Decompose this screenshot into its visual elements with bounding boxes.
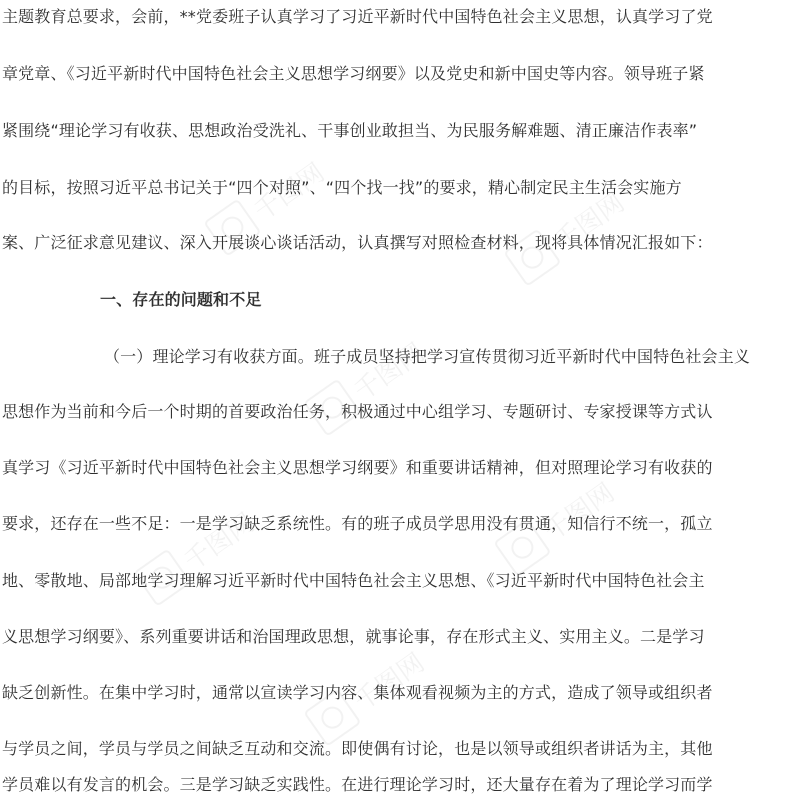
- line-text: 主题教育总要求，会前，**党委班子认真学习了习近平新时代中国特色社会主义思想，认真学习了党: [2, 7, 713, 26]
- watermark-text: 千图网: [249, 157, 331, 228]
- paragraph-line: [0, 342, 800, 372]
- paragraph-line: [0, 509, 800, 539]
- paragraph-line: [0, 2, 800, 32]
- paragraph-line: [0, 734, 800, 764]
- paragraph-line: [0, 775, 800, 800]
- paragraph-line: [0, 397, 800, 427]
- section-heading: [0, 285, 800, 315]
- line-text: 学员难以有发言的机会。三是学习缺乏实践性。在进行理论学习时，还大量存在着为了理论学习而学: [2, 775, 713, 794]
- section-heading-text: 一、存在的问题和不足: [100, 290, 262, 309]
- watermark-text: 千图网: [549, 187, 631, 258]
- paragraph-line: [0, 59, 800, 89]
- line-text: 义思想学习纲要》、系列重要讲话和治国理政思想，就事论事，存在形式主义、实用主义。二是学习: [2, 627, 705, 646]
- paragraph-line: [0, 116, 800, 146]
- watermark-text: 千图网: [349, 647, 431, 718]
- line-text: 案、广泛征求意见建议、深入开展谈心谈话活动，认真撰写对照检查材料，现将具体情况汇报如下：: [2, 233, 713, 252]
- paragraph-line: [0, 453, 800, 483]
- watermark-text: 千图网: [539, 477, 621, 548]
- line-text: 的目标，按照习近平总书记关于“四个对照”、“四个找一找”的要求，精心制定民主生活会实施方: [2, 178, 682, 197]
- watermark-text: 千图网: [349, 337, 431, 408]
- line-text: 思想作为当前和今后一个时期的首要政治任务，积极通过中心组学习、专题研讨、专家授课等方式认: [2, 402, 713, 421]
- line-text: 真学习《习近平新时代中国特色社会主义思想学习纲要》和重要讲话精神，但对照理论学习有收获的: [2, 458, 713, 477]
- paragraph-line: [0, 622, 800, 652]
- line-text: 与学员之间，学员与学员之间缺乏互动和交流。即使偶有讨论，也是以领导或组织者讲话为主，其他: [2, 739, 713, 758]
- watermark-text: 千图网: [179, 507, 261, 578]
- paragraph-line: [0, 228, 800, 258]
- line-text: 紧围绕“理论学习有收获、思想政治受洗礼、干事创业敢担当、为民服务解难题、清正廉洁作表率”: [2, 121, 698, 140]
- line-text: 章党章、《习近平新时代中国特色社会主义思想学习纲要》以及党史和新中国史等内容。领导班子紧: [2, 64, 705, 83]
- paragraph-line: [0, 678, 800, 708]
- line-text: 要求，还存在一些不足：一是学习缺乏系统性。有的班子成员学思用没有贯通，知信行不统一，孤立: [2, 514, 713, 533]
- line-text: 缺乏创新性。在集中学习时，通常以宣读学习内容、集体观看视频为主的方式，造成了领导或组织者: [2, 683, 713, 702]
- line-text: 地、零散地、局部地学习理解习近平新时代中国特色社会主义思想、《习近平新时代中国特色社会主: [2, 571, 705, 590]
- paragraph-line: [0, 566, 800, 596]
- paragraph-line: [0, 173, 800, 203]
- line-text: （一）理论学习有收获方面。班子成员坚持把学习宣传贯彻习近平新时代中国特色社会主义: [104, 347, 751, 366]
